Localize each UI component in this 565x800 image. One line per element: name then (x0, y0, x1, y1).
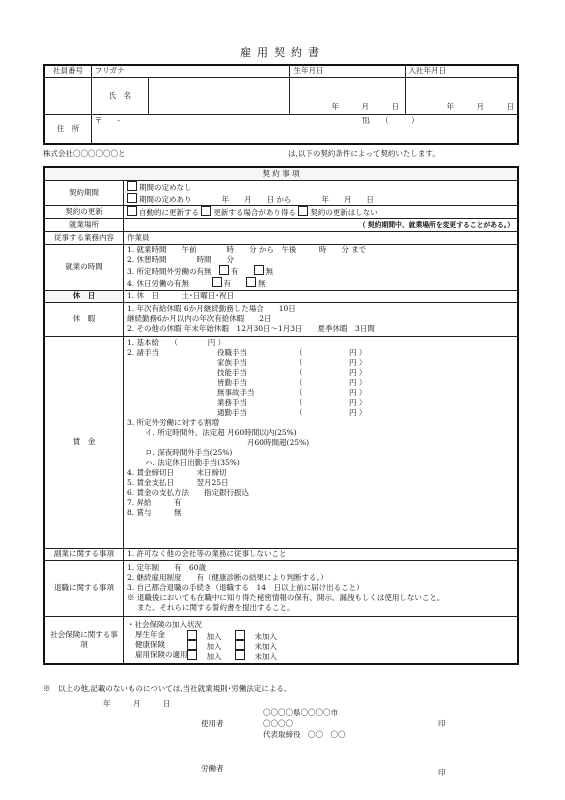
duty-value: 作業員 (124, 231, 519, 244)
intro-text: は,以下の契約条件によって契約いたします。 (288, 149, 440, 158)
overtime-yes-checkbox[interactable] (219, 265, 229, 275)
renewal-value: 自動的に更新する 更新する場合があり得る 契約の更新はしない (124, 205, 519, 218)
postal-code: 〒 - (94, 115, 120, 125)
hire-value[interactable]: 年 月 日 (405, 77, 518, 114)
employer-company: 〇〇〇〇 (263, 719, 293, 728)
health-joined-checkbox[interactable] (187, 640, 197, 650)
leave-value: 1. 年次有給休暇 6か月継続勤務した場合 10日 継続勤務6か月以内の年次有給休暇 2日 2. その他の休暇 年末年始休暇 12月30日～1月3日 夏季休暇 3日間 (124, 302, 519, 336)
holiday-work-no-checkbox[interactable] (246, 277, 256, 287)
worker-label: 労働者 (201, 764, 224, 773)
birth-label: 生年月日 (290, 65, 405, 77)
workplace-value[interactable] (124, 218, 519, 231)
side-job-value: 1. 許可なく他の会社等の業務に従事しないこと (124, 548, 519, 560)
overtime-no-checkbox[interactable] (254, 265, 264, 275)
leave-label: 休 暇 (44, 302, 124, 336)
date-line: 年 月 日 (103, 699, 171, 708)
renewal-auto-checkbox[interactable] (127, 206, 137, 216)
employment-not-joined-checkbox[interactable] (235, 650, 245, 660)
health-not-joined-checkbox[interactable] (235, 640, 245, 650)
address-label: 住 所 (44, 114, 91, 144)
insurance-value: ・社会保険の加入状況 厚生年金 加入 未加入 健康保険 加入 未加入 雇用保険の適用 加入 未加入 (124, 616, 519, 664)
hours-value: 1. 就業時間 午前 時 分 から 午後 時 分 まで 2. 休憩時間 時間 分 3. 所定時間外労働の有無 有 無 4. 休日労働の有無 有 無 (124, 244, 519, 290)
employee-header-table (43, 64, 519, 145)
name-cell[interactable] (91, 77, 290, 114)
employer-label: 使用者 (201, 719, 224, 728)
side-job-label: 副業に関する事項 (44, 548, 124, 560)
workplace-note: （ 契約期間中、就業場所を変更することがある。） (358, 220, 514, 229)
emp-no-value[interactable] (44, 77, 91, 114)
name-label: 氏 名 (92, 78, 149, 114)
employer-seal: 印 (438, 719, 446, 728)
wage-label: 賃 金 (44, 336, 124, 548)
footnote: ※ 以上の他,記載のないものについては,当社就業規則･労働法定による。 (43, 684, 292, 693)
employer-representative: 代表取締役 〇〇 〇〇 (263, 730, 346, 739)
period-none-checkbox[interactable] (127, 181, 137, 191)
address-value[interactable] (91, 114, 518, 144)
retirement-value: 1. 定年制 有 60歳 2. 継続雇用制度 有（健康診断の結果により判断する。） 3. 自己都合退職の手続き（退職する 14 日以上前に届け出ること） ※ 退職後においても在職中に知り得た秘密情報の保有、開示、漏洩もしくは使用しないこと。 また、それらに関する誓約書を提出すること。 (124, 560, 519, 616)
duty-label: 従事する業務内容 (44, 231, 124, 244)
hire-label: 入社年月日 (405, 65, 518, 77)
contract-terms-table (43, 166, 519, 665)
birth-value[interactable]: 年 月 日 (290, 77, 405, 114)
furigana-label: フリガナ (91, 65, 290, 77)
hours-label: 就業の時間 (44, 244, 124, 290)
employment-joined-checkbox[interactable] (187, 650, 197, 660)
holiday-label: 休 日 (44, 290, 124, 302)
holiday-work-yes-checkbox[interactable] (212, 277, 222, 287)
emp-no-label: 社員番号 (44, 65, 91, 77)
insurance-label: 社会保険に関する事項 (44, 616, 124, 664)
period-fixed-checkbox[interactable] (127, 193, 137, 203)
renewal-none-checkbox[interactable] (298, 206, 308, 216)
renewal-label: 契約の更新 (44, 205, 124, 218)
intro-company: 株式会社〇〇〇〇〇〇と (43, 149, 126, 158)
holiday-value: 1. 休 日 土･日曜日･祝日 (124, 290, 519, 302)
retirement-label: 退職に関する事項 (44, 560, 124, 616)
period-value: 期間の定めなし 期間の定めあり 年 月 日 から 年 月 日 (124, 180, 519, 205)
document-title: 雇用契約書 (240, 46, 325, 59)
pension-joined-checkbox[interactable] (187, 630, 197, 640)
workplace-label: 就業場所 (44, 218, 124, 231)
renewal-maybe-checkbox[interactable] (201, 206, 211, 216)
pension-not-joined-checkbox[interactable] (235, 630, 245, 640)
phone: ℡ （ ） (362, 115, 419, 125)
worker-seal: 印 (438, 768, 446, 777)
employer-address: 〇〇〇〇県〇〇〇〇市 (263, 708, 338, 717)
section-title: 契 約 事 項 (44, 167, 518, 180)
wage-value: 1. 基本給 （ 円 ） 2. 諸手当 役職手当 （ 円 ） 家族手当 （ 円 ） 技能手当 （ 円 ） 皆勤手当 （ 円 ） 無事故手当 （ 円 ） 業務手当 （ 円 ） 通勤手当 （ 円 ） 3. 所定外労働に対する割増 イ. 所定時間外、法定超 月60時間以内(25%) 月60時間超(25%) ロ. 深夜時間外手当(25%) ハ. 法定休日出勤手当(35%) 4. 賃金締切日 末日締切 5. 賃金支払日 翌月25日 6. 賃金の支払方法 指定銀行振込 7. 昇給 有 8. 賞与 無 (124, 336, 519, 548)
period-label: 契約期間 (44, 180, 124, 205)
